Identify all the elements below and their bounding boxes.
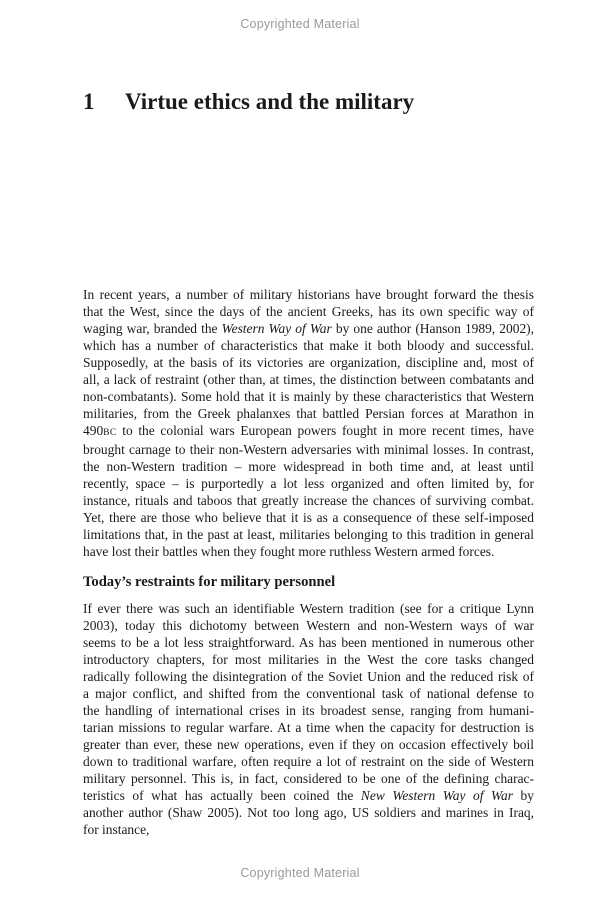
text-segment: waging war, branded the xyxy=(83,321,222,336)
chapter-title xyxy=(83,89,414,115)
text-line: In recent years, a number of military historians have brought forward the thesis xyxy=(83,287,534,302)
text-line: another author (Shaw 2005). Not too long ago, US soldiers and marines in Iraq, xyxy=(83,805,534,820)
text-line: the non-Western tradition – more widespread in both time and, at least until xyxy=(83,459,534,474)
text-line: that the West, since the days of the ancient Greeks, has its own specific way of xyxy=(83,304,534,319)
text-line: for instance, xyxy=(83,822,150,837)
text-line xyxy=(83,320,534,337)
chapter-title-text: Virtue ethics and the military xyxy=(125,89,415,114)
year-number: 490 xyxy=(83,423,104,438)
text-line: instance, rituals and taboos that greatly increase the chances of surviving combat. xyxy=(83,493,534,508)
text-line: recently, space – is purportedly a lot less organized and often limited by, for xyxy=(83,476,534,491)
text-line: limitations that, in the past at least, militaries belonging to this tradition in general xyxy=(83,527,534,542)
text-line: non-combatants). Some hold that it is mainly by these characteristics that Western xyxy=(83,389,534,404)
text-line: the handling of international crises in its broadest sense, ranging from humani- xyxy=(83,703,534,718)
text-line: Supposedly, at the basis of its victories are organization, discipline and, most of xyxy=(83,355,534,370)
section-heading: Today’s restraints for military personnel xyxy=(83,574,336,590)
text-line: brought carnage to their non-Western adversaries with minimal losses. In contrast, xyxy=(83,442,534,457)
text-line: seems to be a lot less straightforward. As has been mentioned in numerous other xyxy=(83,635,534,650)
text-line: all, a lack of restraint (other than, at times, the distinction between combatants and xyxy=(83,372,534,387)
text-line: radically following the disintegration of the Soviet Union and the reduced risk of xyxy=(83,669,534,684)
text-line xyxy=(83,787,534,804)
text-line: introductory chapters, for most militaries in the West the core tasks changed xyxy=(83,652,534,667)
text-line: Yet, there are those who believe that it is as a consequence of these self-imposed xyxy=(83,510,534,525)
text-segment: to the colonial wars European powers fought in more recent times, have xyxy=(116,423,534,438)
italic-term: New Western Way of War xyxy=(360,788,513,803)
intro-paragraph xyxy=(83,286,534,560)
text-line: militaries, from the Greek phalanxes that battled Persian forces at Marathon in xyxy=(83,406,534,421)
chapter-number: 1 xyxy=(83,89,95,114)
text-segment: teristics of what has actually been coined the xyxy=(83,788,361,803)
era-small-caps: BC xyxy=(103,427,117,438)
copyright-watermark-top: Copyrighted Material xyxy=(240,17,360,31)
text-line: military personnel. This is, in fact, considered to be one of the defining charac- xyxy=(83,771,534,786)
text-segment: by xyxy=(512,788,534,803)
italic-term: Western Way of War xyxy=(221,321,332,336)
text-line: down to traditional warfare, often require a lot of restraint on the side of Western xyxy=(83,754,534,769)
copyright-watermark-bottom: Copyrighted Material xyxy=(240,866,360,880)
text-line: a major conflict, and shifted from the conventional task of national defense to xyxy=(83,686,534,701)
text-line: which has a number of characteristics that make it both bloody and successful. xyxy=(83,338,534,353)
text-line: greater than ever, these new operations, even if they on occasion effectively boil xyxy=(83,737,534,752)
text-line: tarian missions to regular warfare. At a time when the capacity for destruction is xyxy=(83,720,534,735)
text-line xyxy=(83,422,534,441)
text-segment: by one author (Hanson 1989, 2002), xyxy=(331,321,535,336)
body-paragraph xyxy=(83,600,534,838)
text-line: 2003), today this dichotomy between Western and non-Western ways of war xyxy=(83,618,534,633)
text-line: If ever there was such an identifiable Western tradition (see for a critique Lynn xyxy=(83,601,534,616)
text-line: have lost their battles when they fought more ruthless Western armed forces. xyxy=(83,544,495,559)
